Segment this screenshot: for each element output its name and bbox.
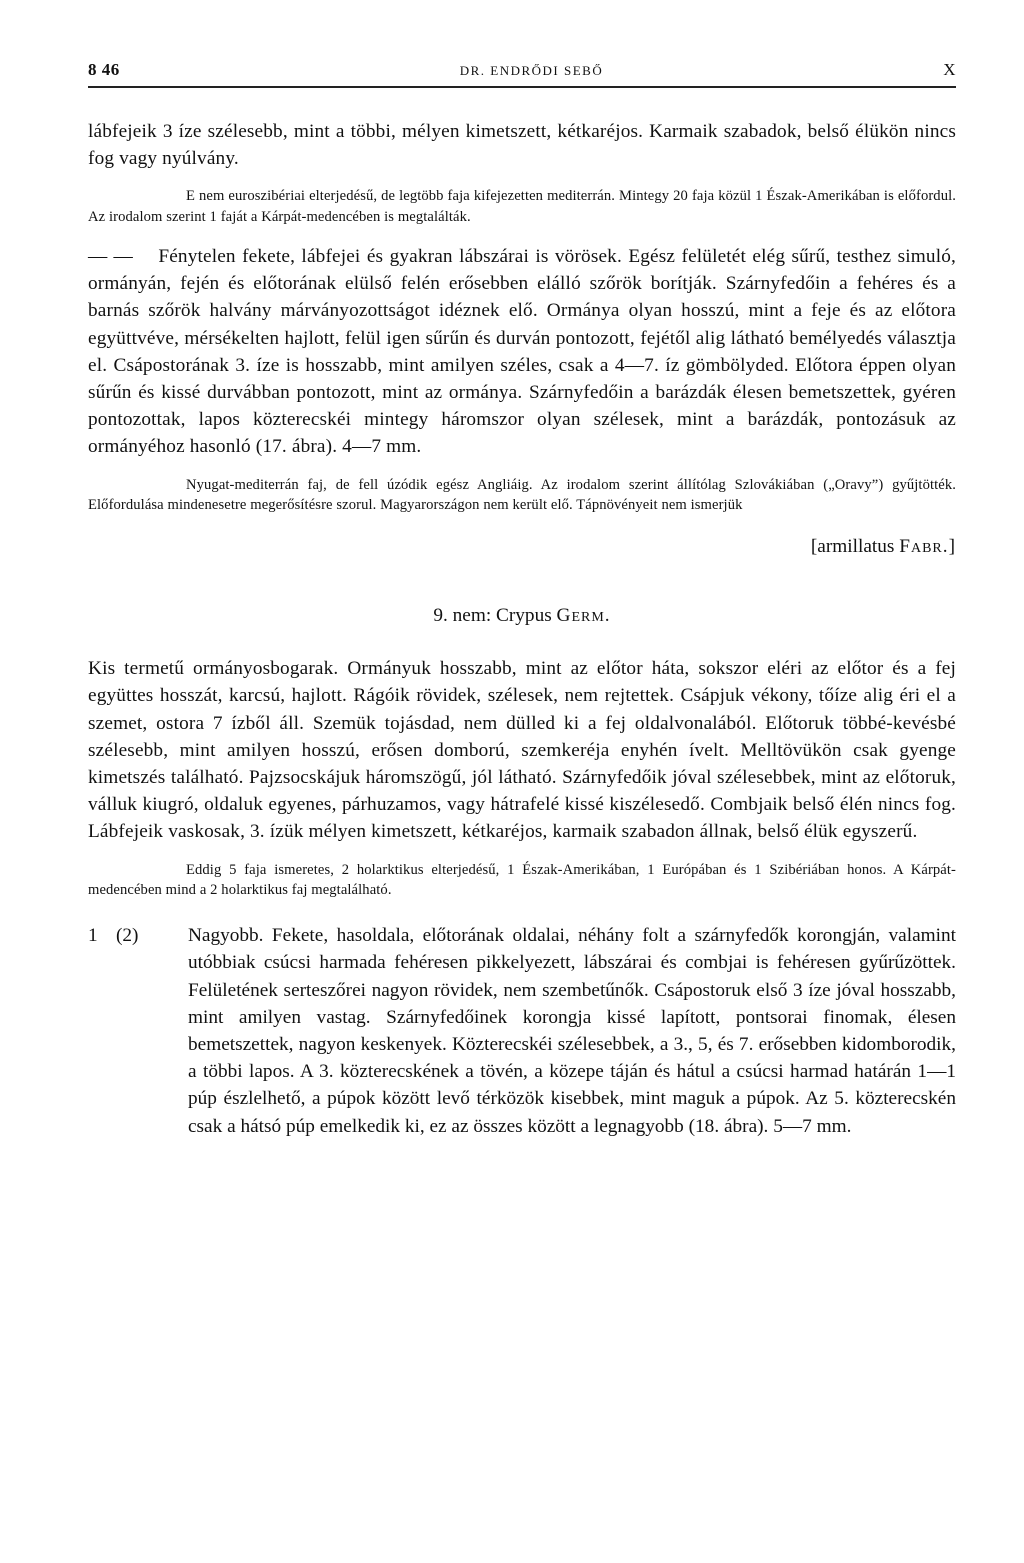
section-numeral: X (943, 60, 956, 79)
key-couplet: (2) (116, 925, 139, 947)
note-distribution-genus: E nem euroszibériai elterjedésű, de legtöbb faja kifejezetten mediterrán. Mintegy 20 faja közül 1 Észak-Amerikában is előfordul. Az irodalom szerint 1 faját a Kárpát-medencében is megtalálták. (88, 188, 956, 225)
document-page (88, 60, 956, 1140)
species-description-text: Fénytelen fekete, lábfejei és gyakran lábszárai is vörösek. Egész felületét elég sűrű, testhez simuló, ormányán, fején és előtorának elülső felén erősebben elálló szőrök borítják. Szárnyfedőin a fehéres és a barnás szőrök halvány márványozottságot idéznek elő. Ormánya olyan hosszú, mint a feje és az előtora együttvéve, mérsékelten hajlott, felül igen sűrűn és durván pontozott, fejétől alig látható bemélyedés választja el. Csápostorának 3. íze is hosszabb, mint amilyen széles, csak a 4—7. íz gömbölyded. Előtora éppen olyan sűrűn és kissé durvábban pontozott, mint az ormánya. Szárnyfedőin a barázdák élesen bemetszettek, gyéren pontozottak, lapos közterecskéi mintegy háromszor olyan szélesek, mint a barázdák, pontozásuk az ormányéhoz hasonló (17. ábra). 4—7 mm. (88, 246, 956, 458)
running-title: DR. ENDRŐDI SEBŐ (459, 63, 604, 78)
genus-heading (88, 602, 956, 629)
species-tag (88, 533, 956, 560)
paragraph-species-description (88, 243, 956, 461)
page-number: 8 46 (88, 60, 120, 79)
species-author: Fabr.] (899, 536, 956, 558)
page-header (88, 60, 956, 88)
key-entry (88, 922, 956, 1140)
key-number: 1 (88, 925, 98, 947)
note-distribution-species: Nyugat-mediterrán faj, de fell úzódik egész Angliáig. Az irodalom szerint állítólag Szlovákiában („Oravy”) gyűjtötték. Előfordulása mindenesetre megerősítésre szorul. Magyarországon nem került elő. Tápnövényeit nem ismerjük (88, 476, 956, 513)
key-text: Nagyobb. Fekete, hasoldala, előtorának oldalai, néhány folt a szárnyfedők korongján, valamint utóbbiak csúcsi harmada fehéresen pikkelyezett, lábszárai és combjai is fehéresen gyűrűzöttek. Felületének serteszőrei nagyon rövidek, nem szembetűnők. Csápostoruk első 3 íze jóval hosszabb, mint amilyen vastag. Szárnyfedőinek korongja kissé lapított, pontsorai finomak, élesen bemetszettek, nagyon keskenyek. Közterecskéi szélesebbek, a 3., 5, és 7. erősebben kidomborodik, a többi lapos. A 3. közterecskének a tövén, a közepe táján és hátul a csúcsi harmad határán 1—1 púp észlelhető, a púpok között levő térközök kisebbek, mint maguk a púpok. Az 5. közterecskén csak a hátsó púp emelkedik ki, ez az összes között a legnagyobb (18. ábra). 5—7 mm. (188, 925, 956, 1137)
note-genus-species-count: Eddig 5 faja ismeretes, 2 holarktikus elterjedésű, 1 Észak-Amerikában, 1 Európában és 1 Szibériában honos. A Kárpát-medencében mind a 2 holarktikus faj megtalálható. (88, 861, 956, 898)
paragraph-genus-description: Kis termetű ormányosbogarak. Ormányuk hosszabb, mint az előtor háta, sokszor eléri az előtor és a fej együttes hosszát, karcsú, hajlott. Rágóik rövidek, szélesek, nem rejtettek. Csápjuk vékony, tőíze alig éri el a szemet, ostora 7 ízből áll. Szemük tojásdad, nem dülled ki a fej oldalvonalából. Előtoruk többé-kevésbé szélesebb, mint amilyen hosszú, erősen domború, szemkeréja enyhén ívelt. Melltövükön csak gyenge kimetszés található. Pajzsocskájuk háromszögű, jól látható. Szárnyfedőik jóval szélesebbek, mint az előtoruk, válluk kiugró, oldaluk egyenes, párhuzamos, vagy hátrafelé kissé kiszélesedő. Combjaik belső élén nincs fog. Lábfejeik vaskosak, 3. ízük mélyen kimetszett, kétkaréjos, karmaik szabadon állnak, belső élük egyszerű. (88, 658, 956, 843)
paragraph-tarsi: lábfejeik 3 íze szélesebb, mint a többi, mélyen kimetszett, kétkaréjos. Karmaik szabadok, belső élükön nincs fog vagy nyúlvány. (88, 121, 956, 170)
genus-heading-author: Germ. (556, 605, 611, 627)
genus-heading-title: 9. nem: Crypus (433, 605, 557, 627)
species-name: [armillatus (810, 536, 900, 558)
key-dashes: — — (88, 246, 133, 267)
